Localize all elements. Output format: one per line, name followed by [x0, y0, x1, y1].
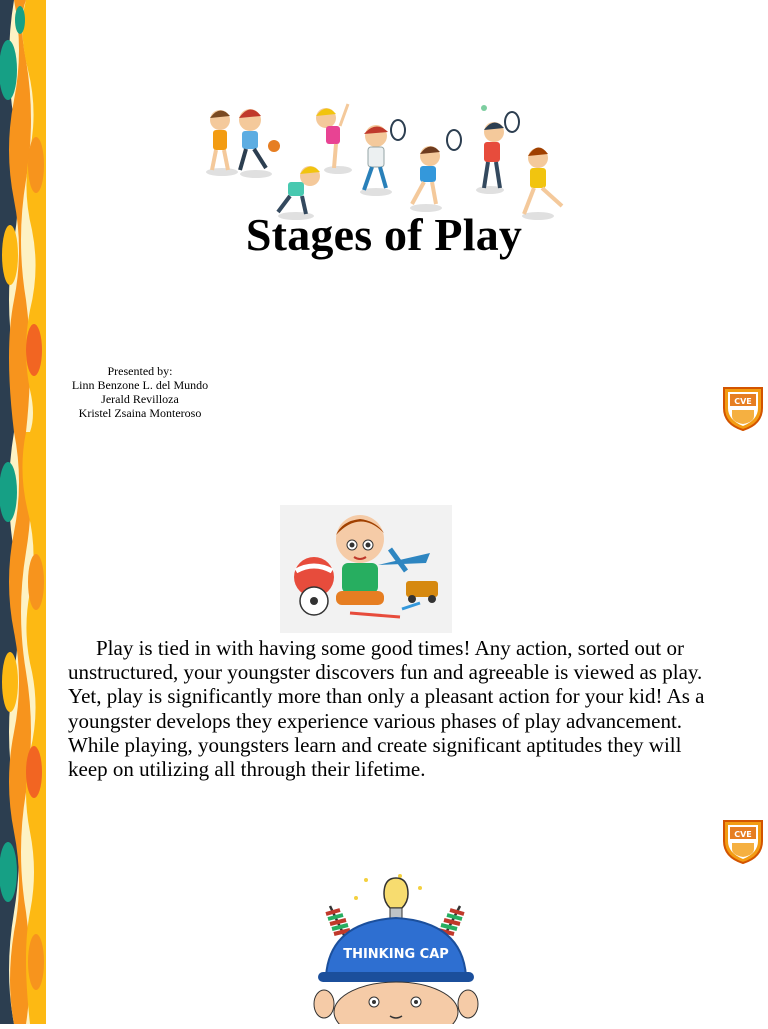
emblem-text: CVE	[734, 397, 752, 406]
decorative-side-strip-bottom	[0, 432, 46, 1024]
school-emblem	[720, 384, 766, 432]
kid-figure	[360, 120, 405, 196]
slide-title: Stages of Play	[245, 209, 523, 260]
presenters-block	[55, 364, 225, 420]
kid-figure	[476, 105, 519, 194]
presenter-name: Linn Benzone L. del Mundo	[71, 378, 209, 392]
kids-playing-illustration	[198, 96, 573, 222]
intro-paragraph: Play is tied in with having some good times! Any action, sorted out or unstructured, your youngster discovers fun and agreeable is viewed as play. Yet, play is significantly more than only a pleasant action for your kid! As a youngster develops they experience various phases of play advancement. While playing, youngsters learn and create significant aptitudes they will keep on utilizing all through their lifetime.	[68, 636, 705, 782]
kid-figure	[316, 104, 352, 174]
kid-figure	[410, 130, 461, 212]
kid-figure	[239, 109, 280, 178]
child-with-toys-illustration	[280, 505, 452, 633]
school-emblem	[720, 817, 766, 865]
thinking-cap-illustration	[300, 872, 480, 1024]
emblem-text: CVE	[734, 830, 752, 839]
cap-text: THINKING CAP	[343, 947, 449, 962]
presented-by-label: Presented by:	[107, 364, 173, 378]
presenter-name: Kristel Zsaina Monteroso	[78, 406, 202, 420]
presenter-name: Jerald Revilloza	[101, 392, 179, 406]
kid-figure	[206, 110, 238, 176]
